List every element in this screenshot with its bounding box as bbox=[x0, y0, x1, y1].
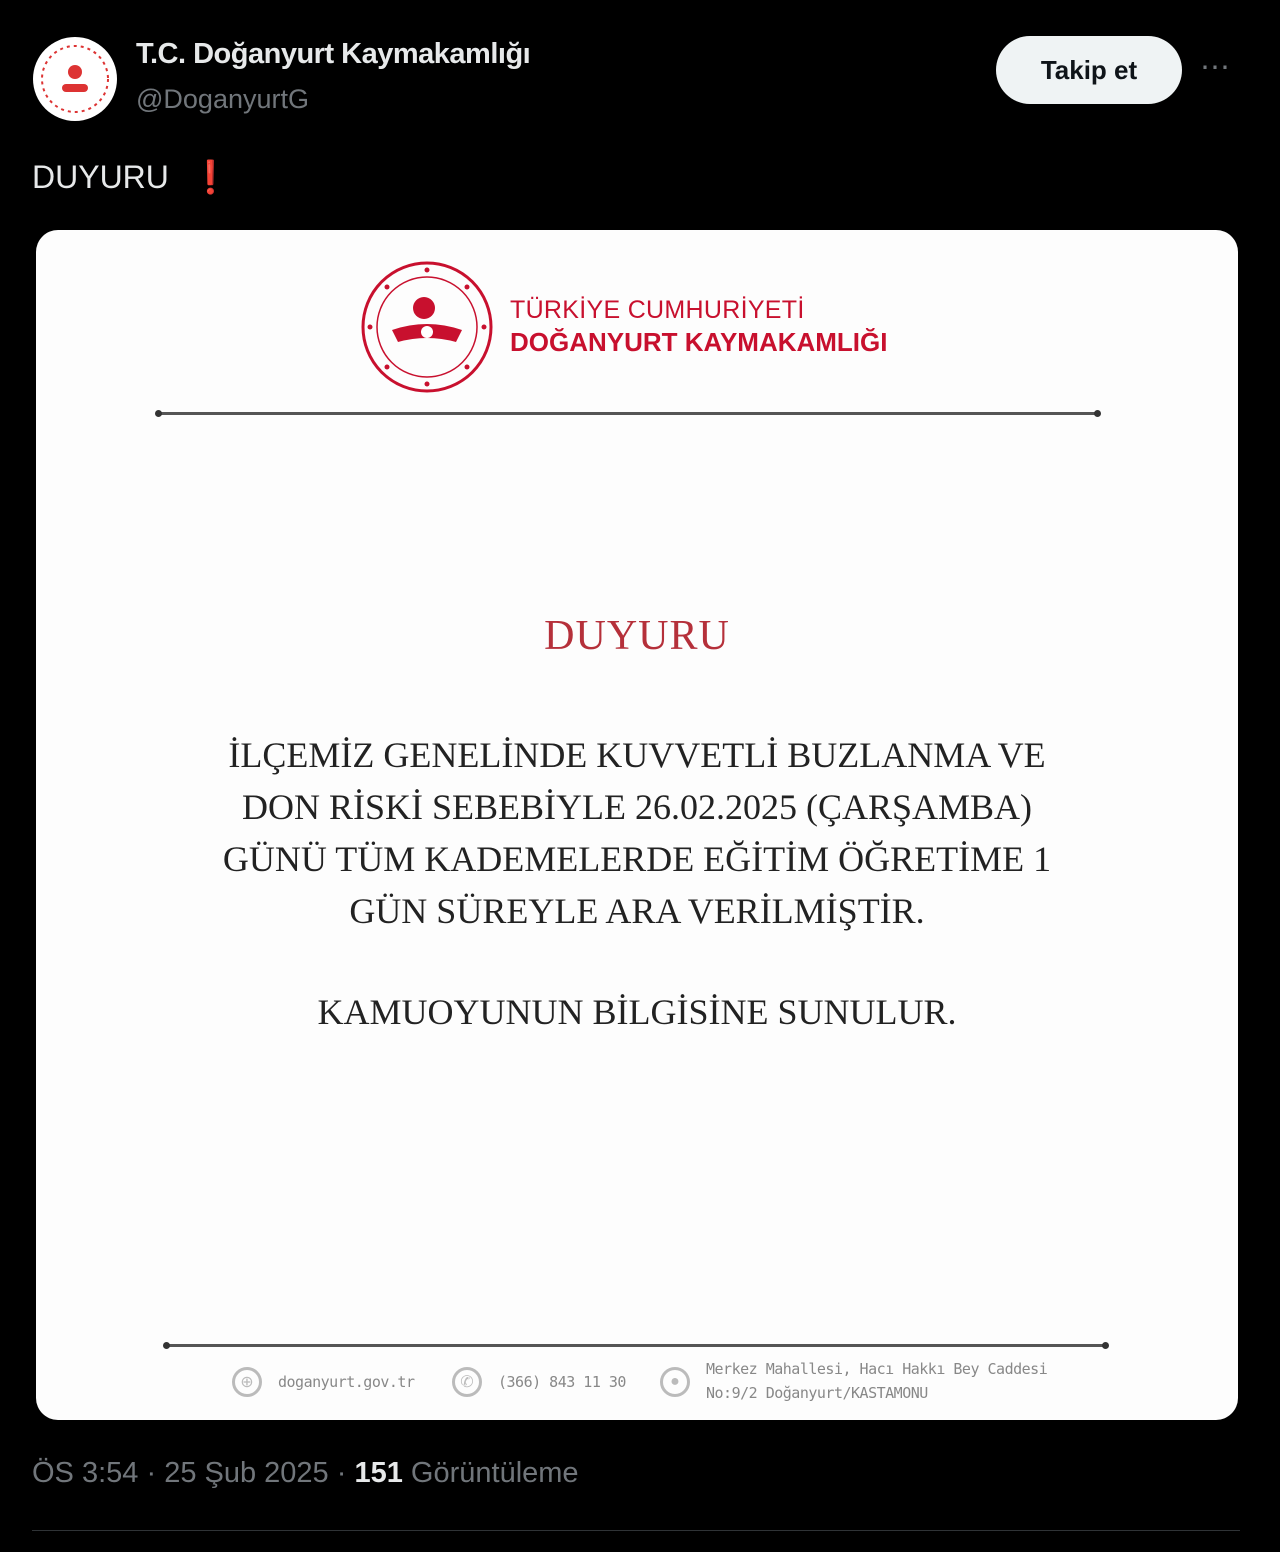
globe-icon: ⊕ bbox=[232, 1367, 262, 1397]
footer-phone: (366) 843 11 30 bbox=[498, 1373, 626, 1391]
body-line: DON RİSKİ SEBEBİYLE 26.02.2025 (ÇARŞAMBA) bbox=[241, 787, 1033, 827]
account-handle[interactable]: @DoganyurtG bbox=[136, 84, 309, 114]
body-line: İLÇEMİZ GENELİNDE KUVVETLİ BUZLANMA VE bbox=[228, 735, 1046, 775]
announcement-closing: KAMUOYUNUN BİLGİSİNE SUNULUR. bbox=[317, 992, 957, 1032]
location-pin-icon: ● bbox=[660, 1367, 690, 1397]
header-line-2: DOĞANYURT KAYMAKAMLIĞI bbox=[510, 327, 888, 357]
seal-icon bbox=[38, 42, 112, 116]
announcement-image[interactable] bbox=[36, 230, 1238, 1420]
top-divider bbox=[158, 412, 1098, 415]
announcement-body bbox=[36, 729, 1238, 937]
follow-button[interactable]: Takip et bbox=[996, 36, 1182, 104]
header-line-1: TÜRKİYE CUMHURİYETİ bbox=[510, 296, 805, 324]
bottom-divider bbox=[166, 1344, 1106, 1347]
more-options-icon[interactable]: ⋯ bbox=[1200, 51, 1231, 84]
account-name[interactable]: T.C. Doğanyurt Kaymakamlığı bbox=[136, 38, 531, 70]
view-count: 151 bbox=[354, 1457, 403, 1489]
tweet-date[interactable]: 25 Şub 2025 bbox=[164, 1457, 329, 1489]
phone-icon: ✆ bbox=[452, 1367, 482, 1397]
kaymakamlik-seal-logo bbox=[360, 260, 494, 394]
tweet-meta: ÖS 3:54 · 25 Şub 2025 · 151 Görüntüleme bbox=[32, 1457, 579, 1489]
footer-address-line-2: No:9/2 Doğanyurt/KASTAMONU bbox=[706, 1384, 928, 1402]
tweet-time[interactable]: ÖS 3:54 bbox=[32, 1457, 139, 1489]
body-line: GÜN SÜREYLE ARA VERİLMİŞTİR. bbox=[349, 891, 925, 931]
avatar[interactable] bbox=[33, 37, 117, 121]
footer-address-line-1: Merkez Mahallesi, Hacı Hakkı Bey Caddesi bbox=[706, 1360, 1048, 1378]
tweet-text-body: DUYURU bbox=[32, 159, 169, 195]
tweet-text bbox=[32, 158, 231, 196]
body-line: GÜNÜ TÜM KADEMELERDE EĞİTİM ÖĞRETİME 1 bbox=[222, 839, 1052, 879]
exclamation-emoji: ❗ bbox=[190, 159, 231, 195]
divider bbox=[32, 1530, 1240, 1531]
footer-website: doganyurt.gov.tr bbox=[278, 1373, 415, 1391]
announcement-title: DUYURU bbox=[544, 613, 730, 659]
views-label: Görüntüleme bbox=[410, 1457, 579, 1489]
